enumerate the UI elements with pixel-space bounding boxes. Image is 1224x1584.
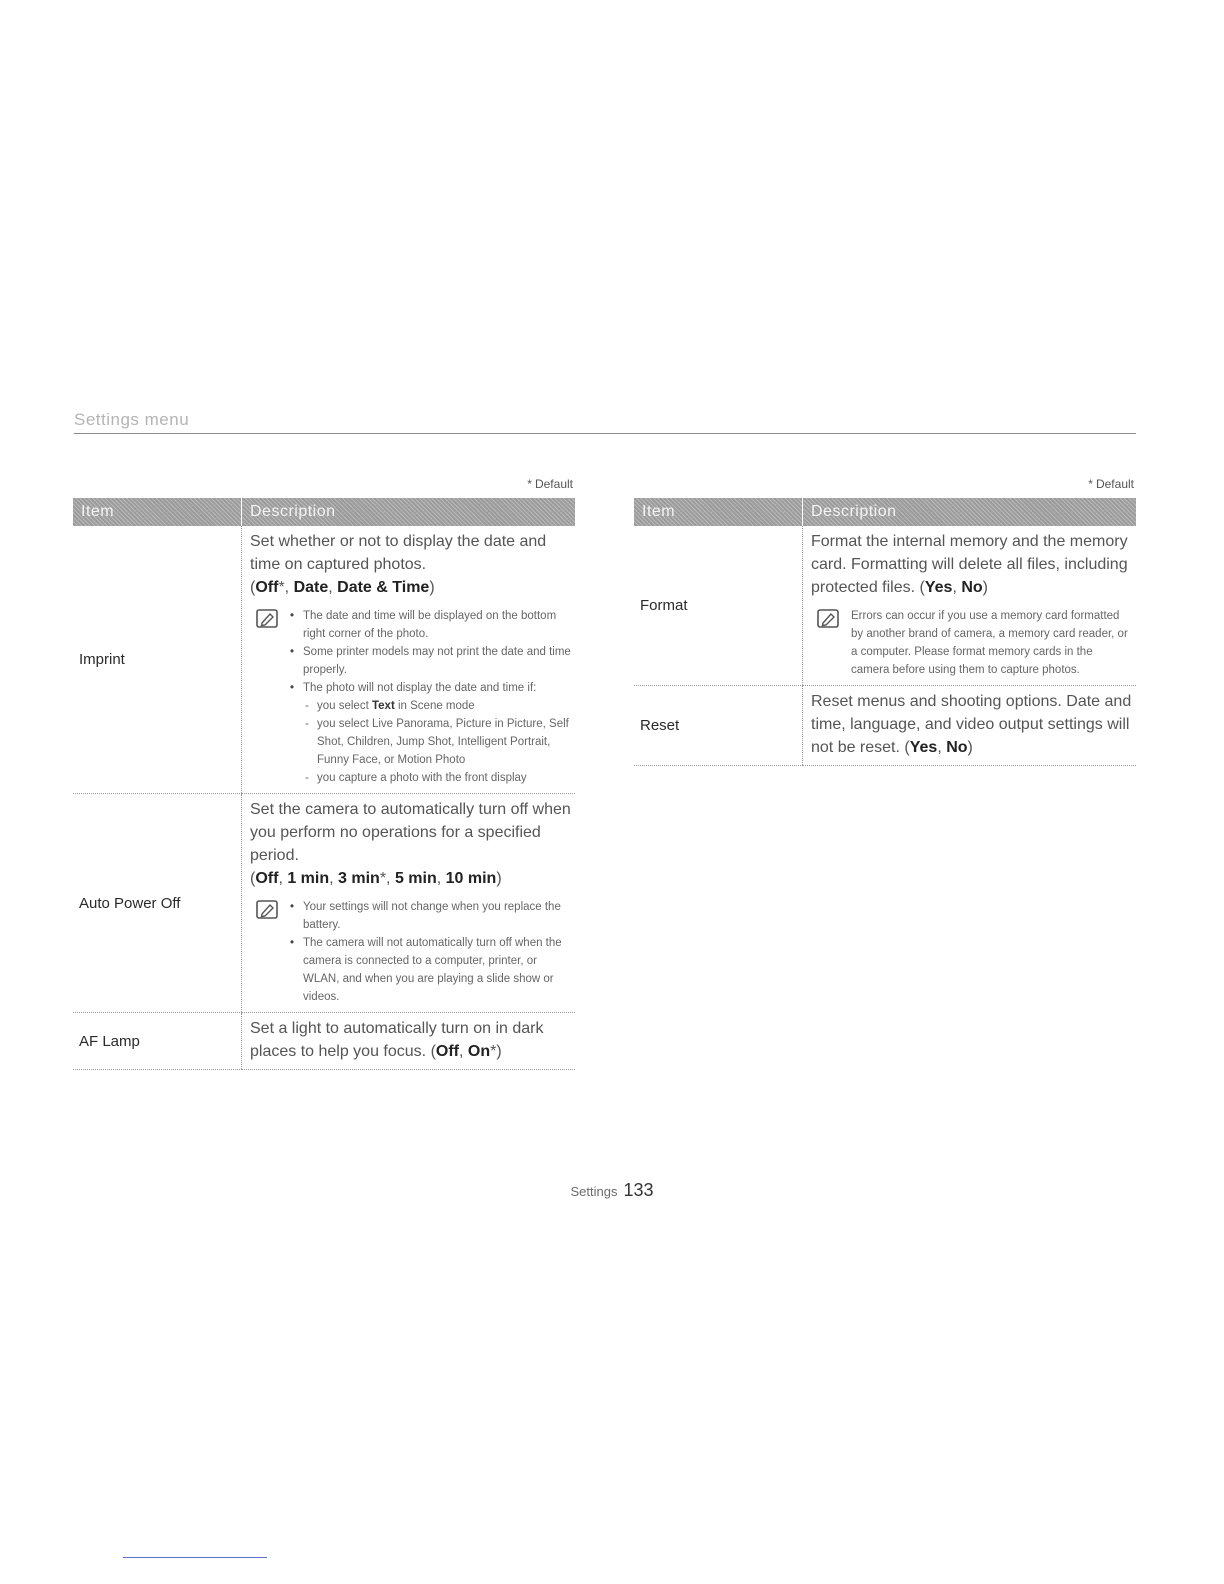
options-paren-close: ): [429, 579, 435, 596]
sub-list: [303, 697, 571, 787]
memo-pencil-icon: [817, 609, 839, 629]
note-item: • Some printer models may not print the date and time properly.: [290, 643, 571, 679]
default-marker: *: [379, 870, 387, 887]
table-row-auto-power-off: [73, 794, 575, 1013]
description-text: Format the internal memory and the memory card. Formatting will delete all files, including protected files.: [811, 533, 1128, 596]
description-text: Set whether or not to display the date and time on captured photos.: [250, 533, 547, 573]
table-row-reset: [634, 686, 1136, 766]
sub-text-bold: Text: [371, 700, 395, 712]
options-paren-close: ): [496, 870, 502, 887]
options-paren-open: (: [904, 739, 910, 756]
note-list: [290, 898, 571, 1006]
item-label-auto-power-off: Auto Power Off: [73, 794, 242, 1013]
options-list: (Off*, Date, Date & Time): [250, 579, 435, 596]
sub-text: you select: [317, 700, 372, 712]
sub-item: [303, 697, 571, 715]
description-text: Set a light to automatically turn on in dark places to help you focus.: [250, 1020, 544, 1060]
option: Yes: [909, 739, 938, 756]
bottom-link-rule: [123, 1557, 267, 1558]
option: Off: [255, 870, 279, 887]
column-header-item: Item: [634, 498, 803, 526]
sub-item: - you capture a photo with the front display: [303, 769, 571, 787]
column-header-item: Item: [73, 498, 242, 526]
default-marker: *: [278, 579, 285, 596]
options-list: (Off, 1 min, 3 min*, 5 min, 10 min): [250, 870, 502, 887]
description-auto-power-off: [242, 794, 576, 1013]
note-item: • Your settings will not change when you replace the battery.: [290, 898, 571, 934]
note-block: [250, 898, 571, 1006]
description-format: [803, 526, 1137, 686]
header-rule: [74, 433, 1136, 434]
memo-pencil-icon: [256, 900, 278, 920]
default-label: Default: [534, 477, 573, 491]
option: Off: [255, 579, 279, 596]
description-text: Reset menus and shooting options. Date and time, language, and video output settings will not be reset.: [811, 693, 1132, 756]
sub-item: - you select Live Panorama, Picture in Picture, Self Shot, Children, Jump Shot, Intelligent Portrait, Funny Face, or Motion Photo: [303, 715, 571, 769]
item-label-reset: Reset: [634, 686, 803, 766]
item-label-imprint: Imprint: [73, 526, 242, 794]
default-note: [73, 476, 575, 493]
note-item: Errors can occur if you use a memory card formatted by another brand of camera, a memory card reader, or a computer. Please format memory cards in the camera before using them to capture photos.: [851, 610, 1128, 676]
options-list: (Yes, No): [904, 739, 973, 756]
option: 10 min: [445, 870, 497, 887]
note-text: The photo will not display the date and time if:: [303, 682, 537, 694]
options-list: (Off, On*): [430, 1043, 502, 1060]
options-paren-close: ): [967, 739, 973, 756]
settings-table-right: [634, 498, 1136, 766]
option: On: [467, 1043, 491, 1060]
description-imprint: [242, 526, 576, 794]
default-star: *: [527, 477, 532, 491]
note-item: [290, 679, 571, 787]
table-row-af-lamp: [73, 1013, 575, 1070]
option: No: [961, 579, 983, 596]
page-footer: [0, 1180, 1224, 1201]
default-marker: *: [490, 1043, 497, 1060]
option: Yes: [924, 579, 953, 596]
note-block: [811, 607, 1132, 679]
column-header-description: Description: [242, 498, 576, 526]
options-list: (Yes, No): [919, 579, 988, 596]
option: Date & Time: [337, 579, 430, 596]
options-paren-open: (: [430, 1043, 436, 1060]
note-block: [250, 607, 571, 787]
default-label: Default: [1095, 477, 1134, 491]
settings-table-left: [73, 498, 575, 1070]
table-row-imprint: [73, 526, 575, 794]
default-note: [634, 476, 1136, 493]
option: Off: [435, 1043, 459, 1060]
default-star: *: [1088, 477, 1093, 491]
option: 3 min: [338, 870, 380, 887]
option: 5 min: [394, 870, 437, 887]
memo-pencil-icon: [256, 609, 278, 629]
option: 1 min: [287, 870, 330, 887]
description-reset: [803, 686, 1137, 766]
description-text: Set the camera to automatically turn off when you perform no operations for a specified period.: [250, 801, 571, 864]
table-header-row: [634, 498, 1136, 526]
note-item: • The camera will not automatically turn off when the camera is connected to a computer, printer, or WLAN, and when you are playing a slide show or videos.: [290, 934, 571, 1006]
description-af-lamp: [242, 1013, 576, 1070]
option: Date: [293, 579, 329, 596]
left-column: [73, 476, 575, 1070]
options-paren-close: ): [982, 579, 988, 596]
options-paren-open: (: [250, 870, 256, 887]
right-column: [634, 476, 1136, 766]
options-paren-open: (: [919, 579, 925, 596]
sub-text: in Scene mode: [394, 700, 475, 712]
note-item: • The date and time will be displayed on the bottom right corner of the photo.: [290, 607, 571, 643]
column-header-description: Description: [803, 498, 1137, 526]
table-row-format: [634, 526, 1136, 686]
item-label-af-lamp: AF Lamp: [73, 1013, 242, 1070]
note-list: [851, 607, 1132, 679]
footer-section: Settings: [570, 1184, 618, 1199]
options-paren-open: (: [250, 579, 256, 596]
item-label-format: Format: [634, 526, 803, 686]
page-number: 133: [623, 1180, 654, 1200]
note-list: [290, 607, 571, 787]
section-title: Settings menu: [74, 410, 190, 429]
options-paren-close: ): [496, 1043, 502, 1060]
option: No: [946, 739, 968, 756]
table-header-row: [73, 498, 575, 526]
